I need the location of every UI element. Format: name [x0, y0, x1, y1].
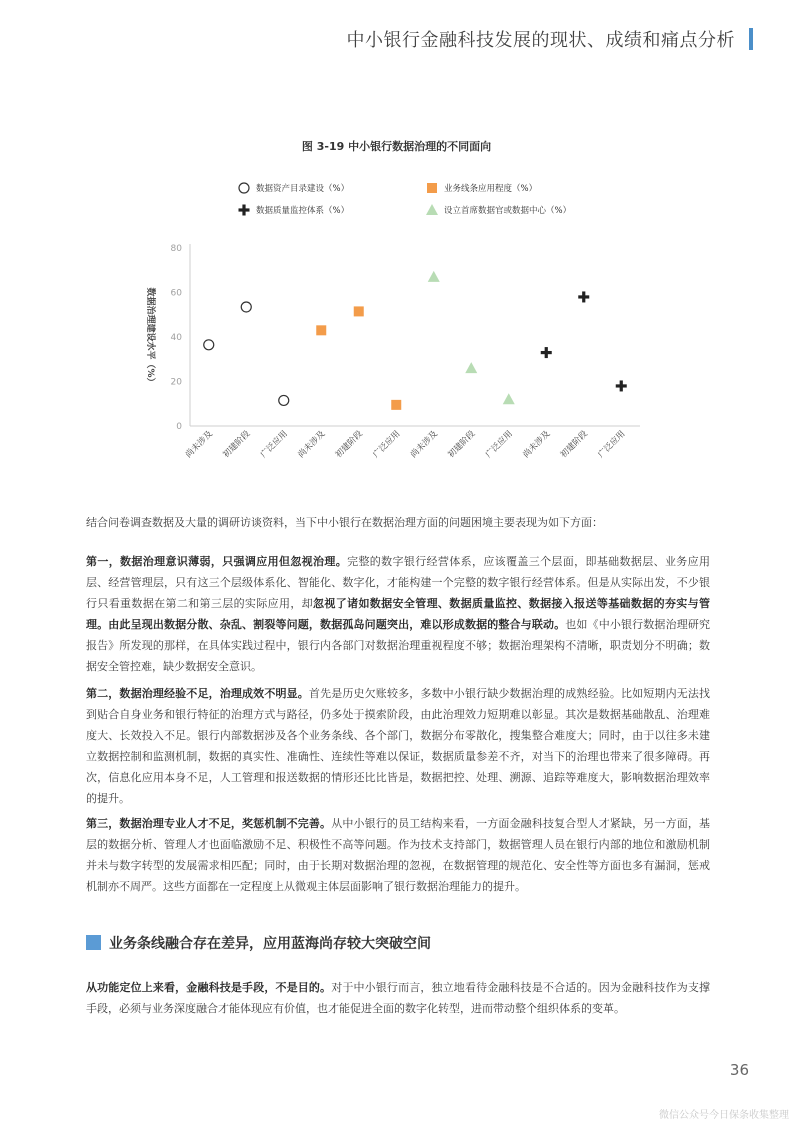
- p2-text: 首先是历史欠账较多，多数中小银行缺少数据治理的成熟经验。比如短期内无法找到贴合自身业务和银行特征的治理方式与路径，仍多处于摸索阶段，由此治理效力短期难以彰显。其次是数据基础散乱、治理难度大、长效投入不足。银行内部数据涉及各个业务条线、各个部门，数据分布零散化，搜集整合难度大；同时，由于以往多未建立数据控制和监测机制，数据的真实性、准确性、连续性等难以保证，数据质量参差不齐，对当下的治理也带来了很多障碍。再次，信息化应用本身不足，人工管理和报送数据的情形还比比皆是，数据把控、处理、溯源、追踪等难度大，影响数据治理效率的提升。: [86, 687, 711, 805]
- x-tick-label: 广泛应用: [258, 429, 290, 461]
- p1-text-2: 也如《中小银行数据治理研究报告》所发现的那样，在具体实践过程中，银行内各部门对数据治理重视程度不够；数据治理架构不清晰，职责划分不明确；数据安全管控难，缺少数据安全意识。: [86, 618, 711, 673]
- data-point-square: [391, 400, 401, 410]
- data-point-triangle: [503, 393, 515, 404]
- legend-marker-square: [427, 183, 437, 193]
- x-tick-label: 初建阶段: [221, 429, 253, 461]
- legend-marker-circle: [239, 183, 249, 193]
- data-point-triangle: [465, 362, 477, 373]
- paragraph-2: [86, 683, 710, 809]
- scatter-chart: [0, 170, 793, 470]
- section-square-icon: [86, 935, 101, 950]
- y-tick-label: 40: [170, 333, 182, 343]
- legend-label: 数据质量监控体系（%）: [256, 206, 350, 216]
- p4-text: 对于中小银行而言，独立地看待金融科技是不合适的。因为金融科技作为支撑手段，必须与业务深度融合才能体现应有价值，也才能促进全面的数字化转型，进而带动整个组织体系的变革。: [86, 981, 711, 1015]
- page-header-title: 中小银行金融科技发展的现状、成绩和痛点分析: [346, 30, 735, 51]
- p1-lead: 第一，数据治理意识薄弱，只强调应用但忽视治理。: [86, 555, 348, 568]
- x-tick-label: 尚未涉及: [521, 429, 553, 461]
- paragraph-3: [86, 813, 710, 897]
- p1-text-1: 完整的数字银行经营体系，应该覆盖三个层面，即基础数据层、业务应用层、经营管理层，只有这三个层级体系化、智能化、数字化，才能构建一个完整的数字银行经营体系。但是从实际出发，不少银行只看重数据在第二和第三层的实际应用，却: [86, 555, 710, 610]
- legend-label: 业务线条应用程度（%）: [444, 184, 538, 194]
- data-point-cross: [616, 380, 627, 391]
- x-tick-label: 尚未涉及: [183, 429, 215, 461]
- p1-bold-text: 忽视了诸如数据安全管理、数据质量监控、数据接入报送等基础数据的夯实与管理。由此呈现出数据分散、杂乱、割裂等问题，数据孤岛问题突出，难以形成数据的整合与联动。: [86, 597, 711, 631]
- watermark: 微信公众号今日保条收集整理: [659, 1110, 789, 1121]
- data-point-cross: [578, 291, 589, 302]
- section-heading-text: 业务条线融合存在差异，应用蓝海尚存较大突破空间: [109, 936, 431, 952]
- x-axis: [183, 426, 640, 460]
- header-accent-bar: [749, 28, 753, 50]
- y-axis-title: 数据治理建设水平（%）: [145, 287, 155, 387]
- y-tick-label: 60: [170, 288, 182, 299]
- p2-lead: 第二，数据治理经验不足，治理成效不明显。: [86, 687, 309, 700]
- intro-text: 结合问卷调查数据及大量的调研访谈资料，当下中小银行在数据治理方面的问题困境主要表现为如下方面：: [86, 516, 603, 529]
- data-points: [204, 271, 627, 410]
- data-point-circle: [279, 395, 289, 405]
- data-point-circle: [241, 302, 251, 312]
- legend-label: 设立首席数据官或数据中心（%）: [444, 206, 572, 216]
- x-tick-label: 尚未涉及: [408, 429, 440, 461]
- legend-label: 数据资产目录建设（%）: [256, 184, 350, 194]
- p3-text: 从中小银行的员工结构来看，一方面金融科技复合型人才紧缺，另一方面，基层的数据分析、管理人才也面临激励不足、积极性不高等问题。作为技术支持部门，数据管理人员在银行内部的地位和激励机制并未与数字转型的发展需求相匹配；同时，由于长期对数据治理的忽视，在数据管理的规范化、安全性等方面也多有漏洞，惩戒机制亦不周严。这些方面都在一定程度上从微观主体层面影响了银行数据治理能力的提升。: [86, 817, 711, 893]
- paragraph-1: [86, 551, 710, 677]
- chart-legend: [239, 183, 572, 216]
- x-tick-label: 初建阶段: [333, 429, 365, 461]
- data-point-square: [316, 325, 326, 335]
- p4-lead: 从功能定位上来看，金融科技是手段，不是目的。: [86, 981, 332, 994]
- x-tick-label: 初建阶段: [446, 429, 478, 461]
- legend-marker-triangle: [426, 204, 438, 215]
- x-tick-label: 广泛应用: [596, 429, 628, 461]
- legend-marker-cross: [239, 205, 250, 216]
- data-point-cross: [541, 347, 552, 358]
- y-tick-label: 80: [170, 244, 182, 254]
- figure-title: 图 3-19 中小银行数据治理的不同面向: [301, 140, 492, 153]
- data-point-circle: [204, 340, 214, 350]
- p3-lead: 第三，数据治理专业人才不足，奖惩机制不完善。: [86, 817, 332, 830]
- x-tick-label: 广泛应用: [483, 429, 515, 461]
- page-number: 36: [729, 1061, 749, 1079]
- data-point-square: [354, 306, 364, 316]
- section-heading: [86, 934, 431, 954]
- x-tick-label: 尚未涉及: [296, 429, 328, 461]
- y-tick-label: 20: [170, 377, 182, 388]
- x-tick-label: 广泛应用: [371, 429, 403, 461]
- data-point-triangle: [428, 271, 440, 282]
- paragraph-4: [86, 977, 710, 1019]
- y-tick-label: 0: [176, 422, 182, 432]
- x-tick-label: 初建阶段: [558, 429, 590, 461]
- intro-paragraph: [86, 512, 710, 533]
- y-axis: [145, 244, 190, 432]
